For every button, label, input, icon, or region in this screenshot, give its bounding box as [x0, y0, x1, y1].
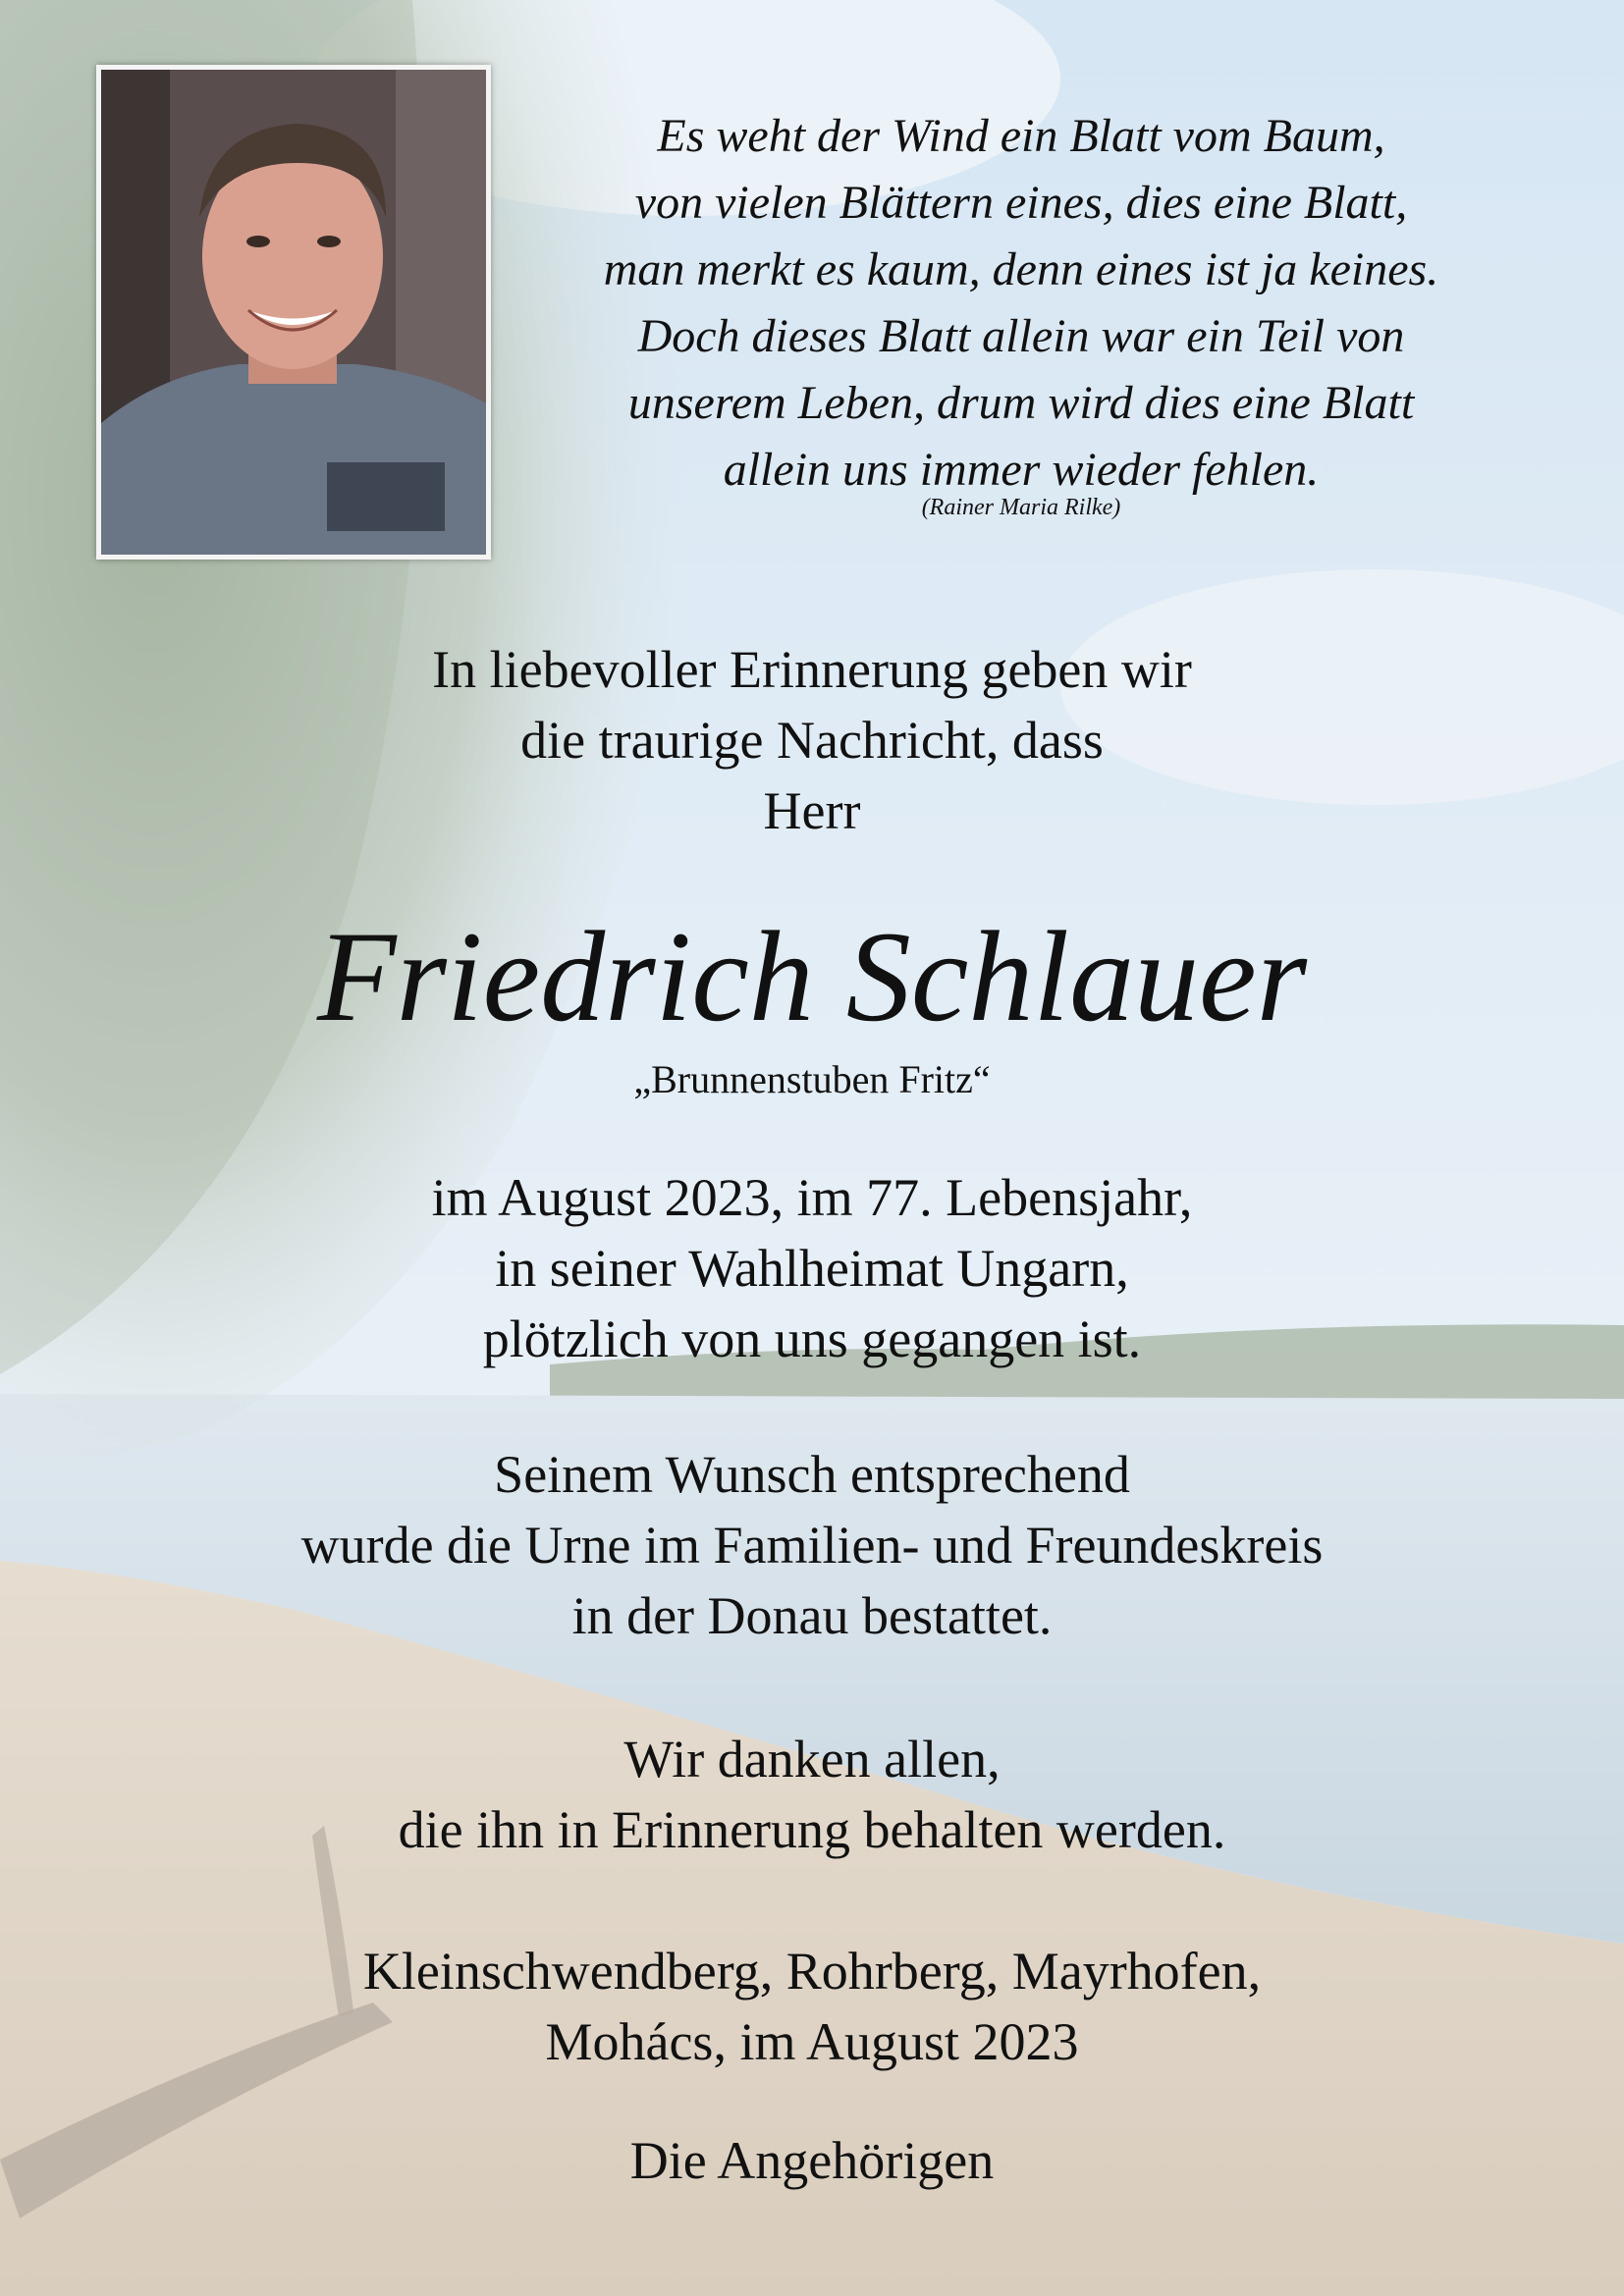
poem-line: man merkt es kaum, denn eines ist ja keines.: [603, 243, 1439, 295]
thanks-line: Wir danken allen,: [623, 1730, 1001, 1789]
poem-line: Es weht der Wind ein Blatt vom Baum,: [657, 110, 1385, 162]
passing-line: plötzlich von uns gegangen ist.: [482, 1309, 1142, 1368]
signature: Die Angehörigen: [629, 2131, 995, 2190]
poem-line: allein uns immer wieder fehlen.: [723, 444, 1320, 496]
passing-line: in seiner Wahlheimat Ungarn,: [495, 1239, 1129, 1298]
burial-line: wurde die Urne im Familien- und Freundeskreis: [300, 1516, 1324, 1575]
thanks-line: die ihn in Erinnerung behalten werden.: [398, 1800, 1226, 1859]
portrait-photo: [96, 65, 491, 560]
passing-line: im August 2023, im 77. Lebensjahr,: [431, 1168, 1193, 1227]
intro-line: Herr: [763, 781, 861, 840]
poem-author: (Rainer Maria Rilke): [921, 495, 1121, 520]
place-date-line: Mohács, im August 2023: [545, 2012, 1079, 2071]
intro-line: die traurige Nachricht, dass: [520, 711, 1104, 770]
poem-line: Doch dieses Blatt allein war ein Teil von: [637, 310, 1405, 362]
thanks-text: [125, 1724, 1499, 1865]
deceased-name: Friedrich Schlauer: [316, 904, 1308, 1048]
burial-line: in der Donau bestattet.: [571, 1586, 1053, 1645]
poem: [545, 103, 1497, 504]
place-date-line: Kleinschwendberg, Rohrberg, Mayrhofen,: [362, 1942, 1262, 2001]
poem-line: von vielen Blättern eines, dies eine Blatt,: [634, 177, 1408, 229]
deceased-nickname: „Brunnenstuben Fritz“: [633, 1057, 991, 1101]
burial-line: Seinem Wunsch entsprechend: [494, 1445, 1130, 1504]
intro-text: [125, 634, 1499, 846]
poem-line: unserem Leben, drum wird dies eine Blatt: [627, 377, 1415, 429]
passing-text: [125, 1162, 1499, 1374]
intro-line: In liebevoller Erinnerung geben wir: [432, 640, 1192, 699]
place-date-text: [125, 1936, 1499, 2077]
burial-text: [125, 1439, 1499, 1651]
